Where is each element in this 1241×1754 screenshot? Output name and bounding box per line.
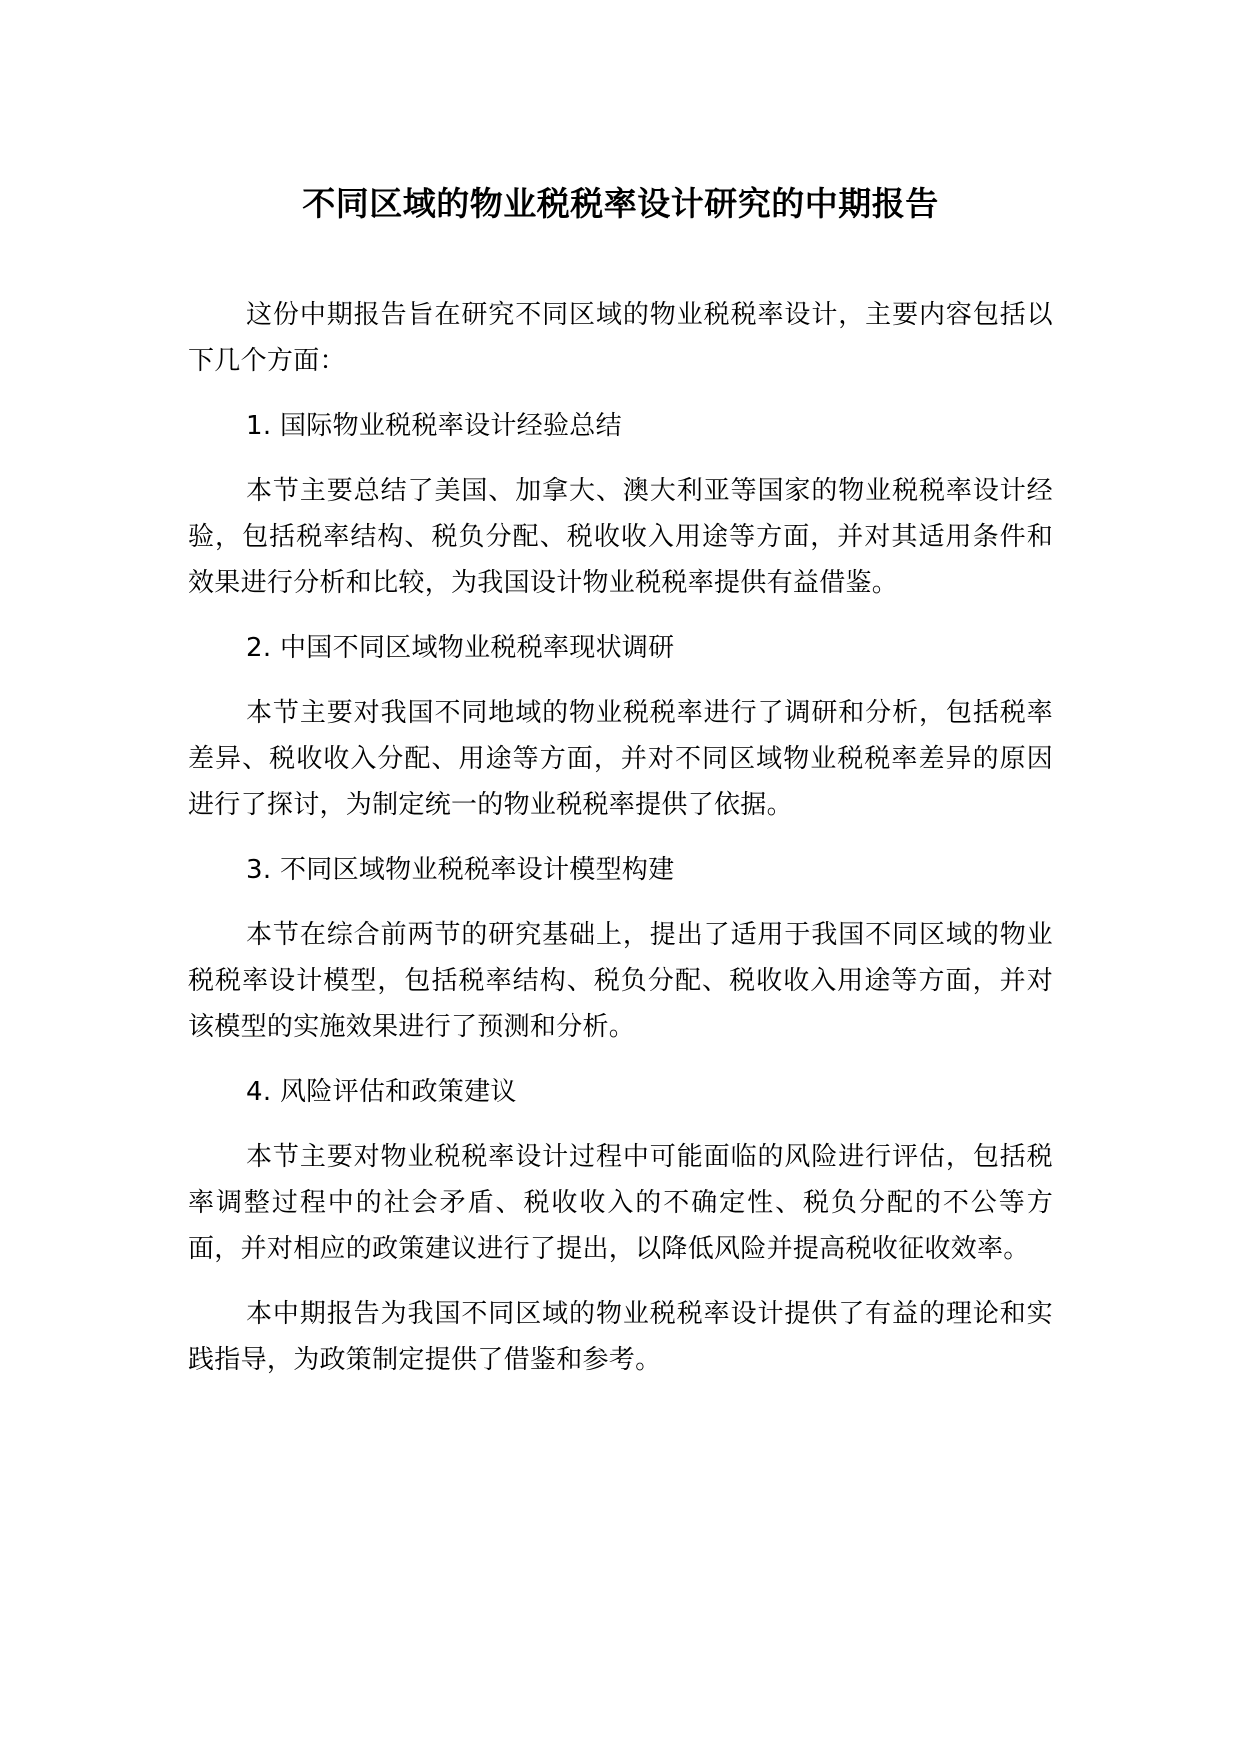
document-title: 不同区域的物业税税率设计研究的中期报告 (302, 184, 939, 223)
document-body (188, 292, 1053, 1402)
section-2-heading: 2. 中国不同区域物业税税率现状调研 (246, 633, 675, 663)
section-1-heading: 1. 国际物业税税率设计经验总结 (246, 411, 622, 441)
section-2-paragraph: 本节主要对我国不同地域的物业税税率进行了调研和分析，包括税率差异、税收收入分配、用途等方面，并对不同区域物业税税率差异的原因进行了探讨，为制定统一的物业税税率提供了依据。 (188, 698, 1053, 820)
section-4-heading: 4. 风险评估和政策建议 (246, 1077, 517, 1107)
section-1-paragraph: 本节主要总结了美国、加拿大、澳大利亚等国家的物业税税率设计经验，包括税率结构、税负分配、税收收入用途等方面，并对其适用条件和效果进行分析和比较，为我国设计物业税税率提供有益借鉴。 (188, 476, 1053, 598)
intro-paragraph: 这份中期报告旨在研究不同区域的物业税税率设计，主要内容包括以下几个方面： (188, 300, 1053, 376)
section-4-paragraph: 本节主要对物业税税率设计过程中可能面临的风险进行评估，包括税率调整过程中的社会矛盾、税收收入的不确定性、税负分配的不公等方面，并对相应的政策建议进行了提出，以降低风险并提高税收征收效率。 (188, 1142, 1053, 1264)
section-3-heading: 3. 不同区域物业税税率设计模型构建 (246, 855, 675, 885)
section-3-paragraph: 本节在综合前两节的研究基础上，提出了适用于我国不同区域的物业税税率设计模型，包括税率结构、税负分配、税收收入用途等方面，并对该模型的实施效果进行了预测和分析。 (188, 920, 1053, 1042)
conclusion-paragraph: 本中期报告为我国不同区域的物业税税率设计提供了有益的理论和实践指导，为政策制定提供了借鉴和参考。 (188, 1299, 1053, 1375)
